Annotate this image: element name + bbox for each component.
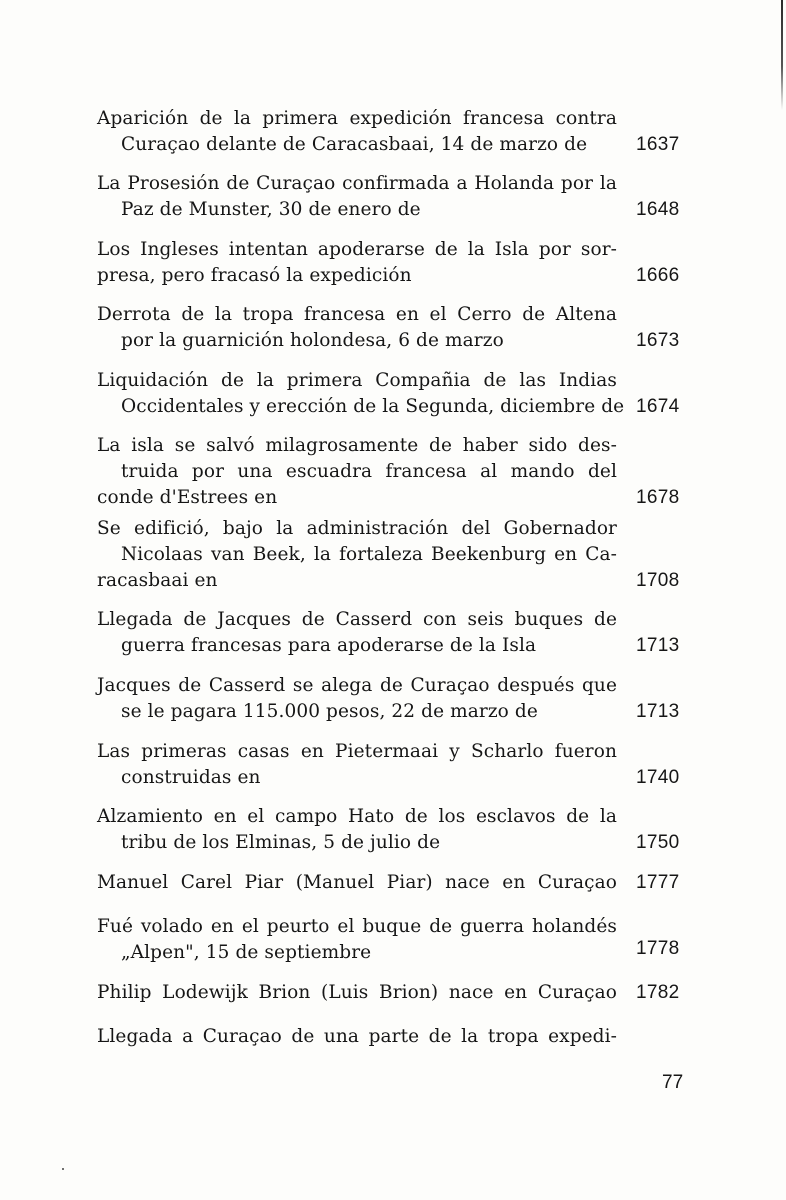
chronology-entry (97, 516, 617, 594)
entry-year: 1648 (636, 199, 680, 220)
entry-text-line: Jacques de Casserd se alega de Curaçao después que (97, 675, 617, 696)
entry-year: 1778 (636, 938, 680, 959)
entry-year: 1713 (636, 701, 680, 722)
entry-text-line: presa, pero fracasó la expedición (97, 265, 412, 286)
entry-text-line: Derrota de la tropa francesa en el Cerro de Altena (97, 304, 617, 325)
scan-speck (62, 1168, 64, 1170)
entry-text-line: por la guarnición holondesa, 6 de marzo (121, 330, 504, 351)
entry-text-line: La Prosesión de Curaçao confirmada a Holanda por la (97, 173, 617, 194)
entry-text-line: truida por una escuadra francesa al mando del (121, 461, 617, 482)
chronology-entry (97, 673, 617, 725)
chronology-entry (97, 368, 625, 420)
entry-text-line: racasbaai en (97, 570, 218, 591)
entry-year: 1674 (636, 396, 680, 417)
entry-text-line: guerra francesas para apoderarse de la Isla (121, 635, 537, 656)
page-number: 77 (662, 1072, 684, 1093)
entry-year: 1666 (636, 265, 680, 286)
entry-year: 1713 (636, 635, 680, 656)
chronology-entry (97, 1024, 617, 1050)
chronology-entry (97, 739, 617, 791)
entry-year: 1673 (636, 330, 680, 351)
entry-text-line: „Alpen", 15 de septiembre (121, 942, 372, 963)
entry-text-line: Alzamiento en el campo Hato de los esclavos de la (97, 806, 617, 827)
entry-text-line: Se edifició, bajo la administración del Gobernador (97, 518, 617, 539)
entry-year: 1777 (636, 872, 680, 893)
entry-text-line: tribu de los Elminas, 5 de julio de (121, 832, 441, 853)
entry-text-line: Aparición de la primera expedición francesa contra (97, 108, 617, 129)
chronology-entry (97, 980, 617, 1006)
entry-text-line: Nicolaas van Beek, la fortaleza Beekenburg en Ca- (121, 544, 617, 565)
chronology-entry (97, 804, 617, 856)
chronology-entry (97, 914, 617, 966)
entry-text-line: Philip Lodewijk Brion (Luis Brion) nace en Curaçao (97, 982, 617, 1003)
entry-text-line: Curaçao delante de Caracasbaai, 14 de marzo de (121, 134, 588, 155)
entry-text-line: La isla se salvó milagrosamente de haber sido des- (97, 435, 617, 456)
chronology-entry (97, 607, 617, 659)
entry-year: 1678 (636, 487, 680, 508)
entry-text-line: Occidentales y erección de la Segunda, diciembre de (121, 396, 625, 417)
entry-text-line: Fué volado en el peurto el buque de guerra holandés (97, 916, 617, 937)
chronology-entry (97, 870, 617, 896)
entry-year: 1637 (636, 134, 680, 155)
entry-text-line: conde d'Estrees en (97, 487, 278, 508)
entry-year: 1708 (636, 570, 680, 591)
entry-text-line: Llegada a Curaçao de una parte de la tropa expedi- (97, 1026, 617, 1047)
chronology-entry (97, 237, 617, 289)
chronology-entry (97, 433, 617, 511)
chronology-entry (97, 171, 617, 223)
entry-text-line: Manuel Carel Piar (Manuel Piar) nace en Curaçao (97, 872, 617, 893)
chronology-entry (97, 302, 617, 354)
entry-year: 1740 (636, 767, 680, 788)
entry-text-line: construidas en (121, 767, 261, 788)
entry-text-line: Llegada de Jacques de Casserd con seis buques de (97, 609, 617, 630)
entry-text-line: Liquidación de la primera Compañia de las Indias (97, 370, 617, 391)
entry-text-line: Paz de Munster, 30 de enero de (121, 199, 421, 220)
entry-text-line: Las primeras casas en Pietermaai y Scharlo fueron (97, 741, 617, 762)
page-spine-shadow (781, 0, 783, 110)
entry-year: 1750 (636, 832, 680, 853)
entry-text-line: Los Ingleses intentan apoderarse de la Isla por sor- (97, 239, 617, 260)
entry-text-line: se le pagara 115.000 pesos, 22 de marzo de (121, 701, 538, 722)
entry-year: 1782 (636, 982, 680, 1003)
chronology-entry (97, 106, 617, 158)
